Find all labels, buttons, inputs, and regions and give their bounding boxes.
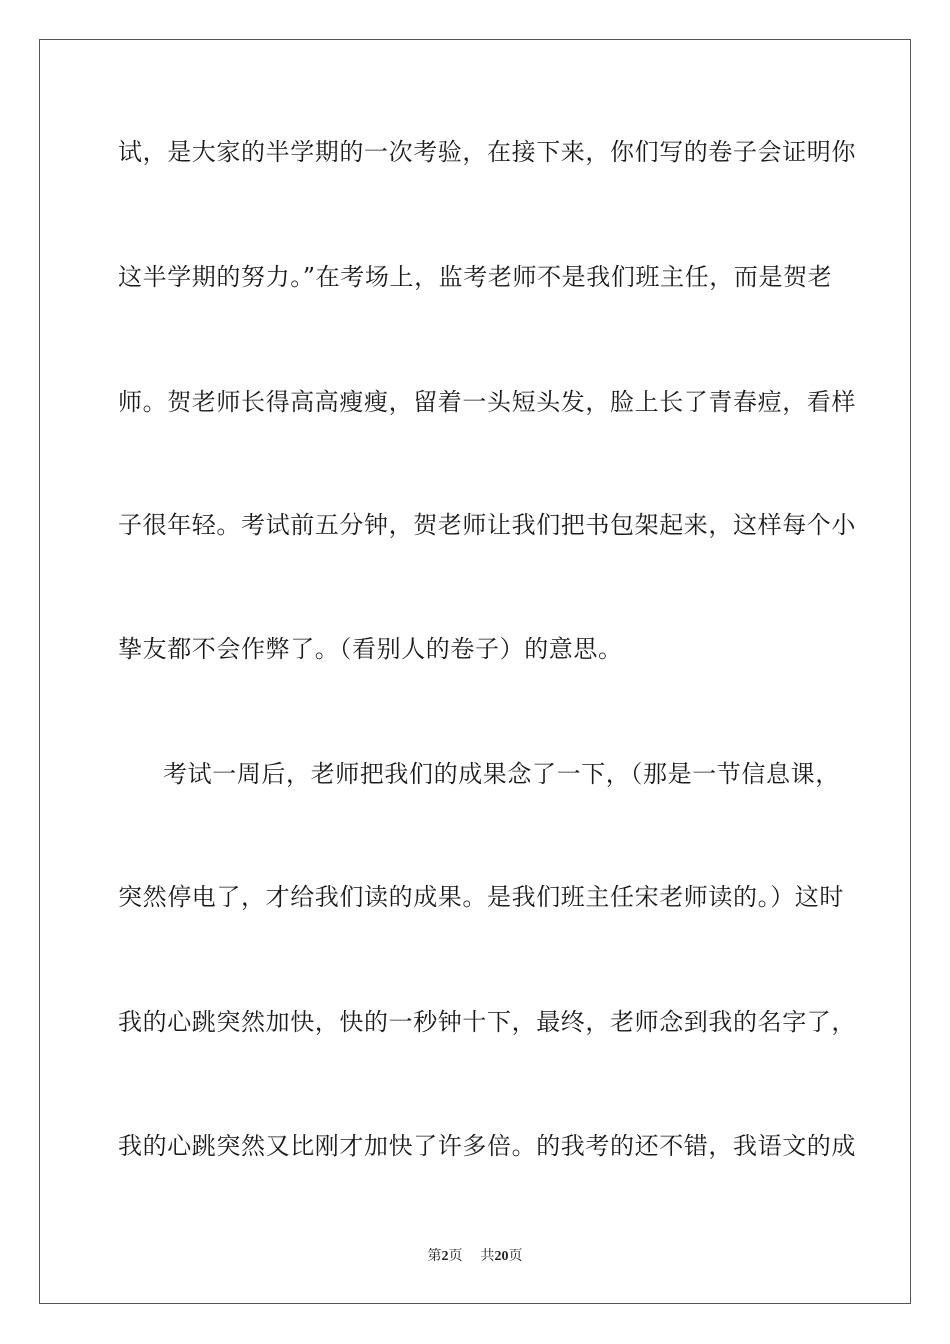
page-number: 2 [441, 1249, 449, 1264]
text-line-paragraph-start: 考试一周后，老师把我们的成果念了一下，（那是一节信息课， [163, 760, 840, 788]
page-border [39, 39, 911, 1304]
total-label-prefix: 共 [480, 1248, 495, 1264]
page-label-suffix: 页 [448, 1248, 463, 1264]
text-line: 我的心跳突然加快，快的一秒钟十下，最终，老师念到我的名字了， [118, 1008, 856, 1036]
text-line: 突然停电了，才给我们读的成果。是我们班主任宋老师读的。）这时 [118, 883, 844, 911]
text-line: 师。贺老师长得高高瘦瘦，留着一头短头发，脸上长了青春痘，看样 [118, 388, 856, 416]
text-line: 挚友都不会作弊了。（看别人的卷子）的意思。 [118, 635, 623, 663]
total-label-suffix: 页 [508, 1248, 523, 1264]
text-line: 子很年轻。考试前五分钟，贺老师让我们把书包架起来，这样每个小 [118, 511, 856, 539]
page-footer [0, 1247, 950, 1266]
text-line: 这半学期的努力。”在考场上，监考老师不是我们班主任，而是贺老 [118, 263, 833, 291]
page-label-prefix: 第 [427, 1248, 442, 1264]
text-line: 试，是大家的半学期的一次考验，在接下来，你们写的卷子会证明你 [118, 138, 856, 166]
text-line: 我的心跳突然又比刚才加快了许多倍。的我考的还不错，我语文的成 [118, 1132, 856, 1160]
total-pages: 20 [494, 1249, 509, 1264]
